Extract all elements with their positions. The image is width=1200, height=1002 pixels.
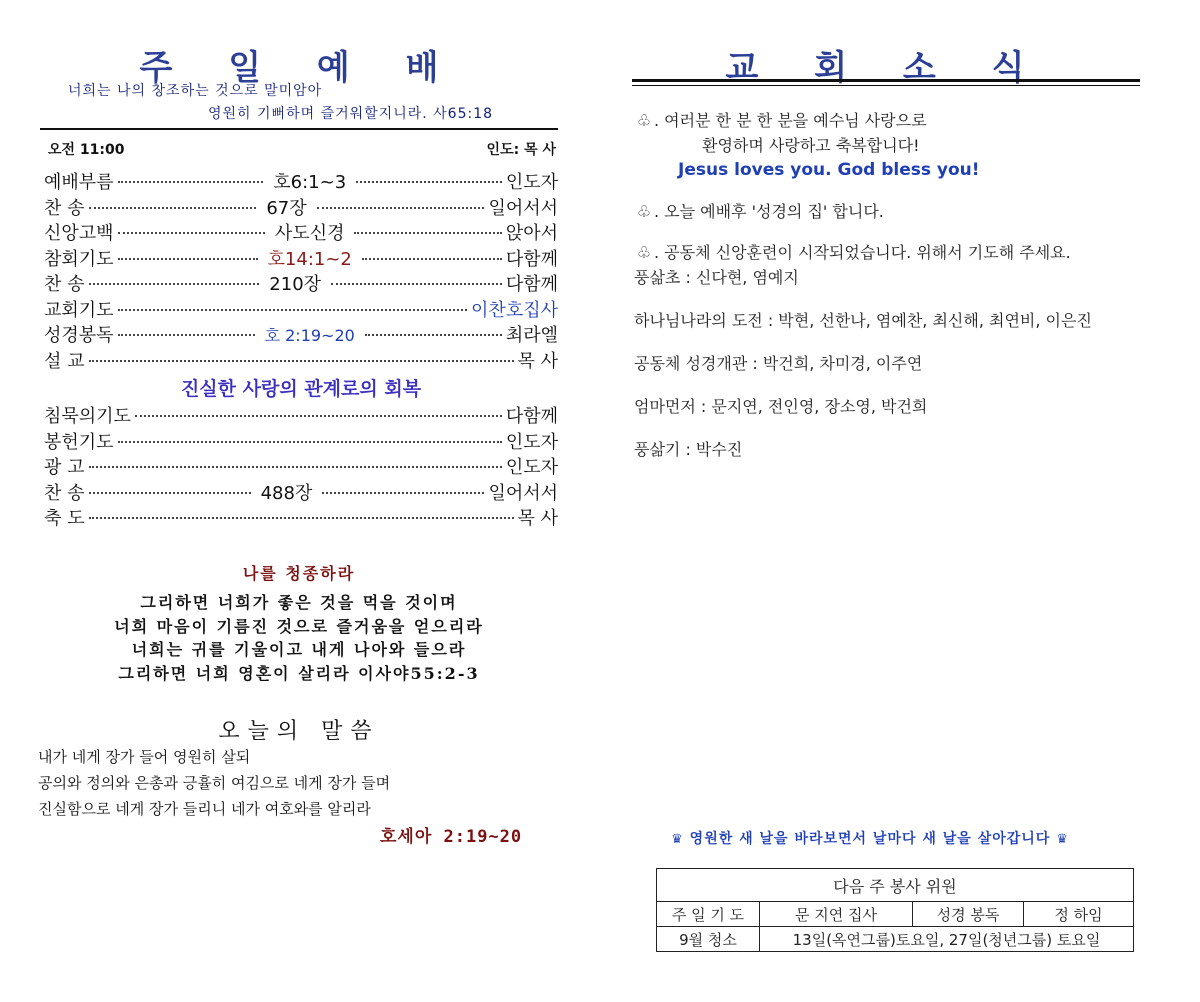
news-text: . 여러분 한 분 한 분을 예수님 사랑으로 — [654, 111, 927, 130]
order-item-detail: 210장 — [269, 274, 322, 295]
church-news — [634, 108, 1144, 462]
spacer — [634, 224, 1144, 240]
order-item — [44, 170, 558, 196]
leader-dots — [118, 258, 258, 260]
scripture-line: 너희 마음이 기름진 것으로 즐거움을 얻으리라 — [114, 616, 484, 636]
table-row — [657, 902, 1134, 927]
leader-dots — [89, 283, 260, 285]
order-item-label: 봉헌기도 — [44, 431, 114, 453]
order-item — [44, 455, 558, 481]
order-item-detail: 호6:1~3 — [273, 172, 347, 193]
group-line: 공동체 성경개관 : 박건희, 차미경, 이주연 — [634, 354, 923, 373]
order-item — [44, 349, 558, 375]
todays-word-title: 오늘의 말씀 — [218, 719, 380, 744]
order-item-detail: 488장 — [260, 482, 313, 504]
word-line: 공의와 정의와 은총과 긍휼히 여김으로 네게 장가 들며 — [38, 774, 391, 792]
clover-icon: ♧ — [636, 111, 652, 130]
sermon-title: 진실한 사랑의 관계로의 회복 — [180, 378, 422, 400]
order-item-detail: 호 2:19~20 — [264, 326, 355, 345]
crown-icon: ♛ — [671, 832, 684, 847]
leader-dots — [135, 415, 502, 417]
service-info-row — [48, 139, 556, 159]
news-text: 환영하며 사랑하고 축복합니다! — [702, 136, 920, 155]
order-item-who: 일어서서 — [488, 197, 559, 219]
service-time: 오전 11:00 — [48, 142, 125, 158]
order-item — [44, 247, 558, 273]
order-item-label: 설 교 — [44, 350, 85, 372]
order-item-label: 신앙고백 — [44, 223, 114, 244]
service-leader: 인도: 목 사 — [486, 142, 556, 158]
motto-text: 영원한 새 날을 바라보면서 날마다 새 날을 살아갑니다 — [689, 831, 1051, 847]
order-item-who: 앉아서 — [505, 223, 559, 244]
word-line: 내가 네게 장가 들어 영원히 살되 — [38, 748, 251, 766]
order-item-label: 광 고 — [44, 457, 85, 478]
order-item-label: 찬 송 — [44, 274, 85, 295]
table-cell: 주 일 기 도 — [657, 902, 760, 927]
leader-dots — [118, 232, 265, 234]
order-item-who: 다함께 — [505, 248, 559, 270]
divider — [40, 128, 558, 130]
order-item-label: 교회기도 — [44, 299, 114, 321]
duty-table-header — [657, 869, 1134, 902]
order-item — [44, 196, 558, 222]
leader-dots — [89, 517, 514, 519]
spacer — [634, 419, 1144, 437]
order-item-detail: 67장 — [266, 197, 307, 219]
scripture-line: 너희는 귀를 기울이고 내게 나아와 들으라 — [131, 640, 467, 659]
spacer — [634, 290, 1144, 308]
motto-banner — [660, 828, 1080, 848]
clover-icon: ♧ — [636, 202, 652, 221]
spacer — [634, 333, 1144, 351]
news-english-greeting: Jesus loves you. God bless you! — [678, 160, 980, 180]
order-item-detail: 사도신경 — [274, 223, 345, 244]
theme-verse-line-2: 영원히 기뻐하며 즐거워할지니라. 사65:18 — [208, 106, 494, 122]
order-item-who: 최라엘 — [505, 325, 559, 346]
order-item-label: 찬 송 — [44, 482, 85, 504]
leader-dots — [354, 232, 501, 234]
order-item — [44, 272, 558, 298]
leader-dots — [118, 334, 255, 336]
spacer — [634, 376, 1144, 394]
table-cell: 13일(옥연그룹)토요일, 27일(청년그룹) 토요일 — [760, 927, 1134, 952]
group-line: 풍삶기 : 박수진 — [634, 440, 743, 459]
group-line: 엄마먼저 : 문지연, 전인영, 장소영, 박건희 — [634, 397, 928, 416]
order-item-who: 인도자 — [505, 431, 558, 453]
news-item — [634, 199, 1144, 224]
leader-dots — [89, 466, 502, 468]
order-item — [44, 221, 558, 247]
news-text: . 공동체 신앙훈련이 시작되었습니다. 위해서 기도해 주세요. — [654, 243, 1071, 262]
leader-dots — [118, 181, 264, 183]
leader-dots — [362, 258, 502, 260]
leader-dots — [89, 360, 514, 362]
scripture-line: 그리하면 너희 영혼이 살리라 이사야55:2-3 — [118, 663, 480, 683]
order-item-who: 목 사 — [517, 508, 558, 529]
order-item — [44, 506, 558, 532]
duty-table — [656, 868, 1134, 952]
order-item — [44, 404, 558, 430]
group-line: 풍삶초 : 신다현, 염예지 — [634, 268, 799, 287]
order-item-who: 이찬호집사 — [471, 299, 558, 321]
theme-verse-line-1: 너희는 나의 창조하는 것으로 말미암아 — [68, 83, 323, 99]
leader-dots — [89, 492, 251, 494]
leader-dots — [331, 283, 502, 285]
divider — [632, 79, 1140, 82]
news-item — [634, 240, 1144, 265]
table-row — [657, 927, 1134, 952]
table-cell: 9월 청소 — [657, 927, 760, 952]
order-item-label: 예배부름 — [44, 172, 114, 193]
table-cell: 문 지연 집사 — [760, 902, 913, 927]
order-item-who: 다함께 — [505, 274, 559, 295]
leader-dots — [322, 492, 484, 494]
divider — [632, 85, 1140, 86]
order-item-who: 다함께 — [505, 406, 558, 427]
leader-dots — [356, 181, 502, 183]
order-item-label: 참회기도 — [44, 248, 114, 270]
spacer — [634, 183, 1144, 199]
word-line: 진실함으로 네게 장가 들리니 네가 여호와를 알리라 — [38, 800, 371, 818]
news-item — [634, 108, 1144, 133]
order-item — [44, 298, 558, 324]
order-item-who: 인도자 — [505, 457, 558, 478]
order-item — [44, 430, 558, 456]
leader-dots — [365, 334, 502, 336]
leader-dots — [89, 207, 257, 209]
order-item-label: 성경봉독 — [44, 325, 114, 346]
scripture-line: 그리하면 너희가 좋은 것을 먹을 것이며 — [140, 593, 458, 612]
clover-icon: ♧ — [636, 243, 652, 262]
order-item-who: 목 사 — [517, 350, 558, 372]
order-of-worship — [44, 170, 558, 532]
order-item-who: 일어서서 — [488, 482, 558, 504]
order-item-label: 찬 송 — [44, 197, 85, 219]
table-cell: 정 하임 — [1024, 902, 1134, 927]
order-item-label: 침묵의기도 — [44, 406, 131, 427]
duty-table-heading: 다음 주 봉사 위원 — [657, 869, 1134, 902]
todays-word-reference: 호세아 2:19~20 — [380, 827, 523, 847]
church-news-title: 교 회 소 식 — [725, 48, 1047, 88]
todays-word-text — [38, 744, 390, 822]
order-item-detail: 호14:1~2 — [267, 248, 352, 270]
leader-dots — [118, 441, 502, 443]
order-item — [44, 481, 558, 507]
order-item-who: 인도자 — [505, 172, 559, 193]
hymn-title: 나를 청종하라 — [242, 564, 356, 583]
news-text: . 오늘 예배후 '성경의 집' 합니다. — [654, 202, 884, 221]
crown-icon: ♛ — [1056, 832, 1069, 847]
scripture-block — [40, 591, 558, 685]
table-cell: 성경 봉독 — [913, 902, 1024, 927]
order-item-label: 축 도 — [44, 508, 85, 529]
worship-title: 주 일 예 배 — [139, 48, 461, 88]
group-line: 하나님나라의 도전 : 박현, 선한나, 염예찬, 최신해, 최연비, 이은진 — [634, 311, 1092, 330]
leader-dots — [118, 309, 467, 311]
leader-dots — [317, 207, 485, 209]
order-item — [44, 323, 558, 349]
